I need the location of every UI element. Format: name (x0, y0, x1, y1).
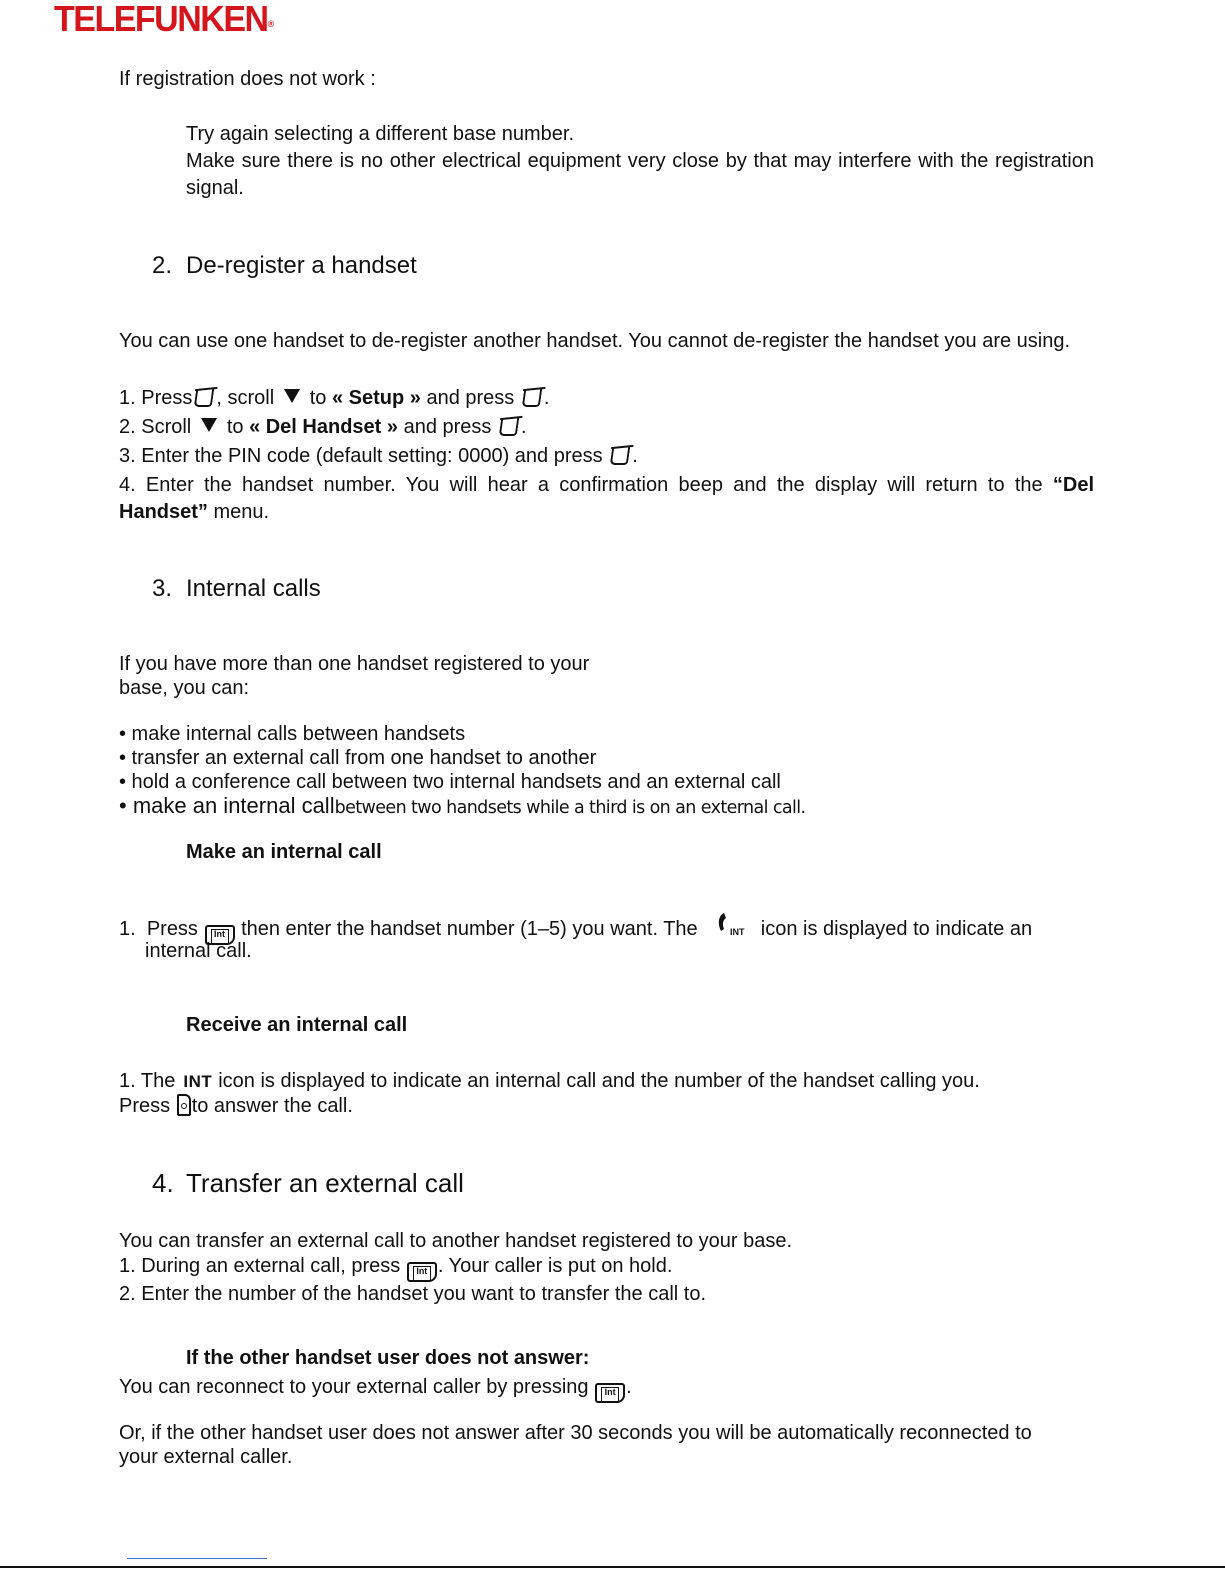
receive-internal-call-title: Receive an internal call (186, 1014, 408, 1036)
no-answer-title: If the other handset user does not answer: (186, 1347, 590, 1369)
list-item: • hold a conference call between two internal handsets and an external call (119, 771, 781, 793)
section-2-intro: You can use one handset to de-register another handset. You cannot de-register the handset you are using. (119, 330, 1071, 352)
make-internal-call-step-cont: internal call. (145, 940, 252, 962)
section-2-heading: 2. De-register a handset (152, 252, 417, 279)
menu-key-icon (522, 389, 543, 407)
section-3-heading: 3. Internal calls (152, 575, 321, 602)
section-4-body: You can transfer an external call to another handset registered to your base. 1. During an external call, press Int . Your caller is put on hold. 2. Enter the number of the handset you want to transfer the call to. (119, 1229, 1094, 1307)
menu-key-icon (610, 447, 631, 465)
telefunken-logo: TELEFUNKEN® (54, 0, 275, 40)
deregister-step-2: 2. Scroll to « Del Handset » and press . (119, 416, 527, 438)
handset-int-status-icon (715, 911, 749, 941)
receive-internal-call-step: 1. The INT icon is displayed to indicate an internal call and the number of the handset calling you. (119, 1070, 980, 1092)
make-internal-call-step: 1. Press Int then enter the handset number (1–5) you want. The INT icon is displayed to indicate an (119, 911, 1094, 945)
make-internal-call-title: Make an internal call (186, 841, 382, 863)
page-bottom-rule (0, 1566, 1225, 1568)
menu-key-icon (194, 389, 215, 407)
footer-link-underline (127, 1558, 267, 1559)
reconnect-line: You can reconnect to your external caller by pressing Int . (119, 1374, 1094, 1403)
list-item: • transfer an external call from one handset to another (119, 747, 597, 769)
list-item: • make an internal callbetween two handsets while a third is on an external call. (119, 793, 806, 818)
int-key-icon: Int (595, 1383, 625, 1403)
menu-key-icon (499, 418, 520, 436)
reg-fail-tip-1: Try again selecting a different base number. (186, 123, 575, 145)
section-3-intro: If you have more than one handset registered to your base, you can: (119, 653, 590, 699)
svg-text:INT: INT (730, 927, 745, 937)
scroll-down-icon (201, 418, 217, 432)
reg-fail-tip-2: Make sure there is no other electrical equipment very close by that may interfere with the registration signal. (186, 150, 1094, 199)
int-status-icon: INT (183, 1072, 213, 1091)
internal-calls-list (119, 722, 1094, 820)
deregister-step-1: 1. Press , scroll to « Setup » and press . (119, 387, 550, 409)
transfer-step-2: 2. Enter the number of the handset you want to transfer the call to. (119, 1283, 707, 1305)
int-key-icon: Int (205, 925, 235, 945)
auto-reconnect-note: Or, if the other handset user does not answer after 30 seconds you will be automatically reconnected to your external caller. (119, 1422, 1032, 1468)
deregister-step-3: 3. Enter the PIN code (default setting: 0000) and press . (119, 445, 638, 467)
talk-key-icon (177, 1094, 191, 1116)
receive-answer-line: Press to answer the call. (119, 1095, 353, 1117)
transfer-step-1: 1. During an external call, press Int . Your caller is put on hold. (119, 1254, 1094, 1282)
section-4-heading: 4. Transfer an external call (152, 1168, 464, 1198)
deregister-step-4: 4. Enter the handset number. You will hear a confirmation beep and the display will return to the “Del Handset” menu. (119, 474, 1094, 523)
scroll-down-icon (284, 389, 300, 403)
int-key-icon: Int (407, 1262, 437, 1282)
list-item: • make internal calls between handsets (119, 723, 466, 745)
reg-fail-intro: If registration does not work : (119, 68, 376, 90)
